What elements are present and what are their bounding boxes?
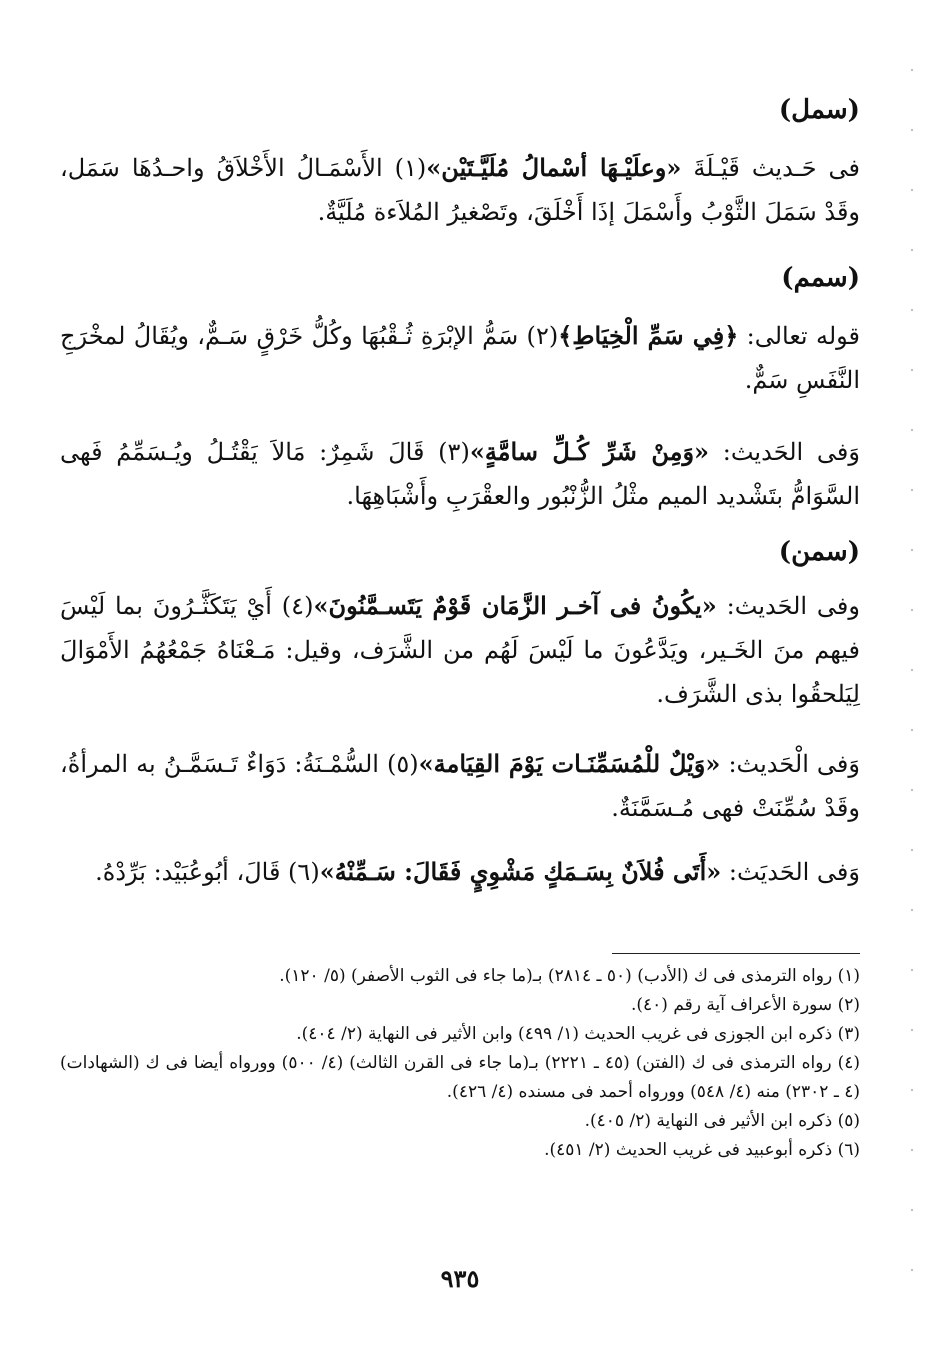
hadith-quote: «وَمِنْ شَرِّ كُـلِّ سامَّةٍ» [469, 437, 710, 466]
footnote-4: (٤) رواه الترمذى فى ك (الفتن) (٤٥ ـ ٢٢٢١) بـ(ما جاء فى القرن الثالث) (٤/ ٥٠٠) وورواه أيضا فى ك (الشهادات) (٤ ـ ٢٣٠٢) منه (٤/ ٥٤٨) وورواه أحمد فى مسنده (٤/ ٤٢٦). [60, 1053, 861, 1102]
hadith-quote: «وَيْلٌ للْمُسَمِّنَـات يَوْمَ القِيَامة» [418, 749, 721, 778]
footnote-6: (٦) ذكره أبوعبيد فى غريب الحديث (٢/ ٤٥١). [544, 1140, 860, 1160]
entry-paragraph: وفى الحَديث: «يكُونُ فى آخـر الزَّمَان قَوْمٌ يَتَسـمَّنُونَ»(٤) أَيْ يَتَكَثَّـرُونَ بما لَيْسَ فيهم منَ الخَـير، ويَدَّعُونَ ما لَيْسَ لَهُم من الشَّرَف، وقيل: مَـعْنَاهُ جَمْعُهُمُ الأَمْوَالَ لِيَلحقُوا بذى الشَّرَف. [60, 591, 860, 708]
hadith-quote: «وعلَيْـهَا أسْمالُ مُلَيَّـتَيْن» [426, 153, 682, 182]
hadith-quote: «أَتَى فُلاَنٌ بِسَـمَكٍ مَشْوِيٍ فَقَالَ: سَـمِّنْهُ» [319, 857, 722, 886]
entry-paragraph: قوله تعالى: ﴿فِي سَمِّ الْخِيَاطِ﴾(٢) سَمُّ الإبْرَةِ ثُـقْبُهَا وكُلُّ خَرْقٍ سَـمٌّ، ويُقَالُ لمخْرَجِ النَّفَسِ سَمٌّ. [60, 321, 861, 394]
footnote-5: (٥) ذكره ابن الأثير فى النهاية (٢/ ٤٠٥). [584, 1111, 860, 1131]
document-page [60, 0, 860, 1360]
entry-paragraph: وَفى الْحَديث: «وَيْلٌ للْمُسَمِّنَـات يَوْمَ القِيَامة»(٥) السُّمْـنَةُ: دَوَاءٌ تَـسَمَّـنُ به المرأةُ، وقَدْ سُمِّنَتْ فهى مُـسَمَّنَةٌ. [60, 749, 860, 822]
heading-samal: (سمل) [778, 95, 860, 125]
page-number: ٩٣٥ [440, 1264, 480, 1293]
footnote-2: (٢) سورة الأعراف آية رقم (٤٠). [630, 995, 860, 1015]
entry-paragraph: فى حَـديث قَيْـلَةَ «وعلَيْـهَا أسْمالُ مُلَيَّـتَيْن»(١) الأَسْمَـالُ الأَخْلاَقُ واحـدُهَا سَمَل، وقَدْ سَمَلَ الثَّوْبُ وأَسْمَلَ إذَا أَخْلَقَ، وتَصْغيرُ المُلاَءة مُلَيَّةٌ. [60, 153, 860, 226]
entry-paragraph: وَفى الحَديث: «وَمِنْ شَرِّ كُـلِّ سامَّةٍ»(٣) قَالَ شَمِرٌ: مَالاَ يَقْتُـلُ ويُـسَمِّمُ فَهى السَّوَامُّ بتَشْديد الميم مثْلُ الزُّنْبُور والعقْرَبِ وأَشْبَاهِهَا. [60, 437, 860, 510]
footnotes [60, 962, 860, 1165]
footnote-1: (١) رواه الترمذى فى ك (الأدب) (٥٠ ـ ٢٨١٤) بـ(ما جاء فى الثوب الأصفر) (٥/ ١٢٠). [279, 966, 860, 986]
page-edge-marks [911, 40, 913, 1320]
footnote-3: (٣) ذكره ابن الجوزى فى غريب الحديث (١/ ٤٩٩) وابن الأثير فى النهاية (٢/ ٤٠٤). [296, 1024, 860, 1044]
quran-quote: ﴿فِي سَمِّ الْخِيَاطِ﴾ [558, 321, 739, 350]
footnote-separator [612, 953, 860, 954]
heading-saman: (سمن) [778, 537, 860, 567]
hadith-quote: «يكُونُ فى آخـر الزَّمَان قَوْمٌ يَتَسـمَّنُونَ» [313, 591, 717, 620]
entry-paragraph: وَفى الحَديَث: «أَتَى فُلاَنٌ بِسَـمَكٍ مَشْوِيٍ فَقَالَ: سَـمِّنْهُ»(٦) قَالَ، أبُوعُبَيْد: بَرِّدْهُ. [95, 857, 860, 886]
heading-samam: (سمم) [781, 263, 860, 293]
